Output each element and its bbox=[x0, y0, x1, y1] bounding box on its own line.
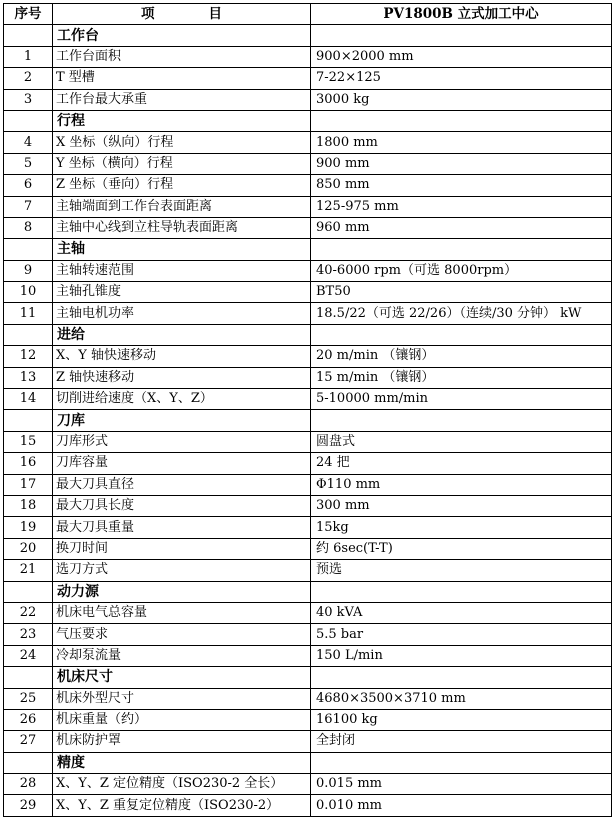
row-item: 机床外型尺寸 bbox=[53, 688, 311, 709]
row-number: 17 bbox=[4, 474, 53, 495]
row-item: 最大刀具直径 bbox=[53, 474, 311, 495]
row-number: 10 bbox=[4, 282, 53, 303]
section-row bbox=[4, 324, 612, 345]
section-spacer bbox=[311, 110, 612, 131]
row-item: 机床电气总容量 bbox=[53, 602, 311, 623]
row-value: 5-10000 mm/min bbox=[311, 389, 612, 410]
section-row bbox=[4, 752, 612, 773]
row-value: 960 mm bbox=[311, 217, 612, 238]
row-value: 900×2000 mm bbox=[311, 46, 612, 67]
section-spacer bbox=[311, 410, 612, 431]
row-item: X、Y、Z 重复定位精度（ISO230-2） bbox=[53, 795, 311, 816]
header-item: 项 目 bbox=[53, 4, 311, 25]
row-item: 冷却泵流量 bbox=[53, 645, 311, 666]
table-row bbox=[4, 389, 612, 410]
table-row bbox=[4, 68, 612, 89]
section-spacer bbox=[311, 25, 612, 46]
section-title: 行程 bbox=[53, 110, 311, 131]
row-value: 15 m/min （镶钢） bbox=[311, 367, 612, 388]
row-value: 1800 mm bbox=[311, 132, 612, 153]
section-spacer bbox=[311, 239, 612, 260]
table-row bbox=[4, 453, 612, 474]
header-model: PV1800B 立式加工中心 bbox=[311, 4, 612, 25]
row-item: Z 坐标（垂向）行程 bbox=[53, 175, 311, 196]
table-row bbox=[4, 731, 612, 752]
row-number: 28 bbox=[4, 774, 53, 795]
row-number: 20 bbox=[4, 538, 53, 559]
row-number: 9 bbox=[4, 260, 53, 281]
section-row bbox=[4, 410, 612, 431]
row-item: 主轴端面到工作台表面距离 bbox=[53, 196, 311, 217]
header-no: 序号 bbox=[4, 4, 53, 25]
row-value: 125-975 mm bbox=[311, 196, 612, 217]
section-spacer bbox=[311, 667, 612, 688]
table-row bbox=[4, 774, 612, 795]
row-item: 主轴中心线到立柱导轨表面距离 bbox=[53, 217, 311, 238]
section-title: 精度 bbox=[53, 752, 311, 773]
row-item: 机床重量（约） bbox=[53, 709, 311, 730]
row-item: 机床防护罩 bbox=[53, 731, 311, 752]
row-number: 3 bbox=[4, 89, 53, 110]
section-spacer bbox=[4, 410, 53, 431]
table-row bbox=[4, 645, 612, 666]
row-number: 12 bbox=[4, 346, 53, 367]
row-number: 26 bbox=[4, 709, 53, 730]
table-row bbox=[4, 495, 612, 516]
table-row bbox=[4, 153, 612, 174]
row-item: 最大刀具重量 bbox=[53, 517, 311, 538]
table-row bbox=[4, 517, 612, 538]
row-number: 14 bbox=[4, 389, 53, 410]
row-number: 18 bbox=[4, 495, 53, 516]
row-number: 19 bbox=[4, 517, 53, 538]
row-value: 圆盘式 bbox=[311, 431, 612, 452]
section-row bbox=[4, 110, 612, 131]
row-item: 主轴孔锥度 bbox=[53, 282, 311, 303]
row-item: 工作台最大承重 bbox=[53, 89, 311, 110]
row-value: 850 mm bbox=[311, 175, 612, 196]
row-value: 全封闭 bbox=[311, 731, 612, 752]
section-spacer bbox=[311, 581, 612, 602]
table-row bbox=[4, 795, 612, 816]
row-value: 约 6sec(T-T) bbox=[311, 538, 612, 559]
row-value: 3000 kg bbox=[311, 89, 612, 110]
row-item: 选刀方式 bbox=[53, 560, 311, 581]
row-number: 29 bbox=[4, 795, 53, 816]
row-item: X、Y 轴快速移动 bbox=[53, 346, 311, 367]
row-value: 7-22×125 bbox=[311, 68, 612, 89]
row-number: 11 bbox=[4, 303, 53, 324]
row-value: 18.5/22（可选 22/26）（连续/30 分钟） kW bbox=[311, 303, 612, 324]
row-number: 21 bbox=[4, 560, 53, 581]
table-row bbox=[4, 560, 612, 581]
section-spacer bbox=[311, 752, 612, 773]
table-row bbox=[4, 346, 612, 367]
section-title: 工作台 bbox=[53, 25, 311, 46]
section-spacer bbox=[4, 581, 53, 602]
row-value: 300 mm bbox=[311, 495, 612, 516]
row-item: 工作台面积 bbox=[53, 46, 311, 67]
row-value: 5.5 bar bbox=[311, 624, 612, 645]
row-number: 1 bbox=[4, 46, 53, 67]
row-item: 换刀时间 bbox=[53, 538, 311, 559]
table-row bbox=[4, 282, 612, 303]
row-number: 2 bbox=[4, 68, 53, 89]
row-value: 4680×3500×3710 mm bbox=[311, 688, 612, 709]
section-spacer bbox=[4, 667, 53, 688]
row-value: 15kg bbox=[311, 517, 612, 538]
row-value: 20 m/min （镶钢） bbox=[311, 346, 612, 367]
section-spacer bbox=[311, 324, 612, 345]
table-row bbox=[4, 688, 612, 709]
table-row bbox=[4, 46, 612, 67]
section-title: 机床尺寸 bbox=[53, 667, 311, 688]
section-spacer bbox=[4, 110, 53, 131]
header-row bbox=[4, 4, 612, 25]
row-value: 0.010 mm bbox=[311, 795, 612, 816]
row-number: 6 bbox=[4, 175, 53, 196]
table-row bbox=[4, 132, 612, 153]
table-row bbox=[4, 431, 612, 452]
row-number: 13 bbox=[4, 367, 53, 388]
section-row bbox=[4, 25, 612, 46]
table-row bbox=[4, 303, 612, 324]
section-title: 刀库 bbox=[53, 410, 311, 431]
row-item: T 型槽 bbox=[53, 68, 311, 89]
row-number: 4 bbox=[4, 132, 53, 153]
section-title: 主轴 bbox=[53, 239, 311, 260]
row-item: 刀库形式 bbox=[53, 431, 311, 452]
section-title: 进给 bbox=[53, 324, 311, 345]
row-value: BT50 bbox=[311, 282, 612, 303]
row-value: 24 把 bbox=[311, 453, 612, 474]
row-value: 40-6000 rpm（可选 8000rpm） bbox=[311, 260, 612, 281]
table-row bbox=[4, 709, 612, 730]
section-spacer bbox=[4, 752, 53, 773]
row-number: 8 bbox=[4, 217, 53, 238]
row-value: 150 L/min bbox=[311, 645, 612, 666]
section-row bbox=[4, 239, 612, 260]
row-number: 24 bbox=[4, 645, 53, 666]
row-number: 25 bbox=[4, 688, 53, 709]
table-row bbox=[4, 196, 612, 217]
section-spacer bbox=[4, 239, 53, 260]
row-item: 气压要求 bbox=[53, 624, 311, 645]
row-value: 预选 bbox=[311, 560, 612, 581]
row-item: Y 坐标（横向）行程 bbox=[53, 153, 311, 174]
table-row bbox=[4, 175, 612, 196]
row-number: 27 bbox=[4, 731, 53, 752]
row-value: 900 mm bbox=[311, 153, 612, 174]
row-number: 22 bbox=[4, 602, 53, 623]
row-value: 0.015 mm bbox=[311, 774, 612, 795]
table-row bbox=[4, 89, 612, 110]
row-number: 5 bbox=[4, 153, 53, 174]
section-spacer bbox=[4, 324, 53, 345]
row-value: 40 kVA bbox=[311, 602, 612, 623]
section-title: 动力源 bbox=[53, 581, 311, 602]
table-row bbox=[4, 538, 612, 559]
row-item: X 坐标（纵向）行程 bbox=[53, 132, 311, 153]
row-item: Z 轴快速移动 bbox=[53, 367, 311, 388]
row-item: 主轴转速范围 bbox=[53, 260, 311, 281]
row-item: 主轴电机功率 bbox=[53, 303, 311, 324]
section-spacer bbox=[4, 25, 53, 46]
row-number: 23 bbox=[4, 624, 53, 645]
section-row bbox=[4, 667, 612, 688]
table-row bbox=[4, 367, 612, 388]
row-item: 切削进给速度（X、Y、Z） bbox=[53, 389, 311, 410]
row-value: Φ110 mm bbox=[311, 474, 612, 495]
table-row bbox=[4, 602, 612, 623]
table-row bbox=[4, 260, 612, 281]
section-row bbox=[4, 581, 612, 602]
row-item: X、Y、Z 定位精度（ISO230-2 全长） bbox=[53, 774, 311, 795]
row-item: 最大刀具长度 bbox=[53, 495, 311, 516]
table-row bbox=[4, 624, 612, 645]
row-value: 16100 kg bbox=[311, 709, 612, 730]
spec-table bbox=[3, 3, 612, 817]
table-row bbox=[4, 217, 612, 238]
table-row bbox=[4, 474, 612, 495]
row-number: 7 bbox=[4, 196, 53, 217]
row-number: 16 bbox=[4, 453, 53, 474]
row-item: 刀库容量 bbox=[53, 453, 311, 474]
row-number: 15 bbox=[4, 431, 53, 452]
